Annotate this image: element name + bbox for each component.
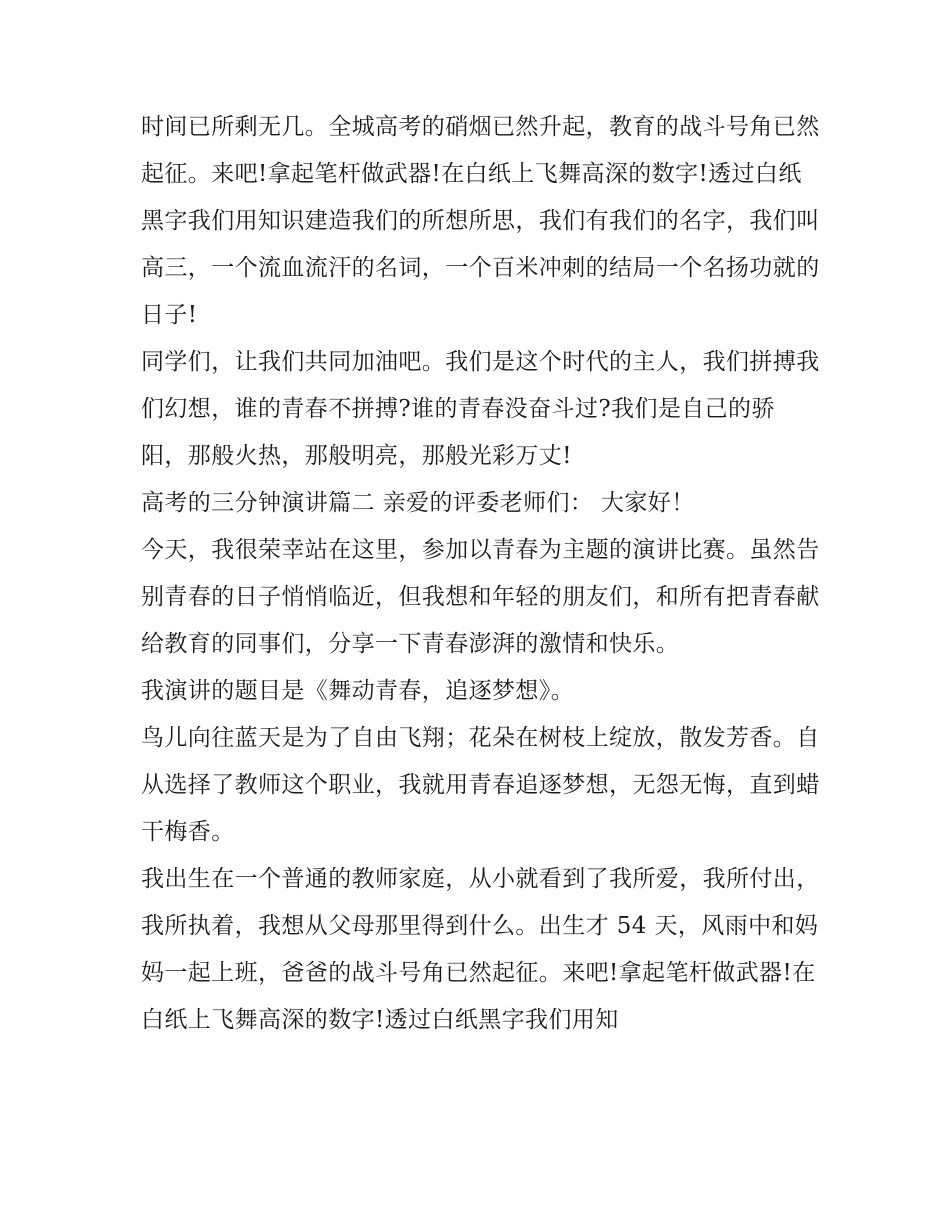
paragraph-2: 同学们，让我们共同加油吧。我们是这个时代的主人，我们拼搏我们幻想，谁的青春不拼搏?谁的青春没奋斗过?我们是自己的骄阳，那般火热，那般明亮，那般光彩万丈!	[141, 349, 820, 469]
paragraph-1: 时间已所剩无几。全城高考的硝烟已然升起，教育的战斗号角已然起征。来吧!拿起笔杆做武器!在白纸上飞舞高深的数字!透过白纸黑字我们用知识建造我们的所想所思，我们有我们的名字，我们叫高三，一个流血流汗的名词，一个百米冲刺的结局一个名扬功就的日子!	[141, 114, 820, 328]
paragraph-3-section-heading: 高考的三分钟演讲篇二 亲爱的评委老师们： 大家好！	[141, 490, 695, 516]
paragraph-5: 我演讲的题目是《舞动青春，追逐梦想》。	[141, 678, 575, 704]
document-body	[141, 104, 821, 1044]
paragraph-4: 今天，我很荣幸站在这里，参加以青春为主题的演讲比赛。虽然告别青春的日子悄悄临近，但我想和年轻的朋友们，和所有把青春献给教育的同事们，分享一下青春澎湃的激情和快乐。	[141, 537, 820, 657]
paragraph-6: 鸟儿向往蓝天是为了自由飞翔；花朵在树枝上绽放，散发芳香。自从选择了教师这个职业，我就用青春追逐梦想，无怨无悔，直到蜡干梅香。	[141, 725, 820, 845]
paragraph-7: 我出生在一个普通的教师家庭，从小就看到了我所爱，我所付出，我所执着，我想从父母那里得到什么。出生才 54 天，风雨中和妈妈一起上班，爸爸的战斗号角已然起征。来吧!拿起笔杆做武器!在白纸上飞舞高深的数字!透过白纸黑字我们用知	[141, 866, 820, 1033]
